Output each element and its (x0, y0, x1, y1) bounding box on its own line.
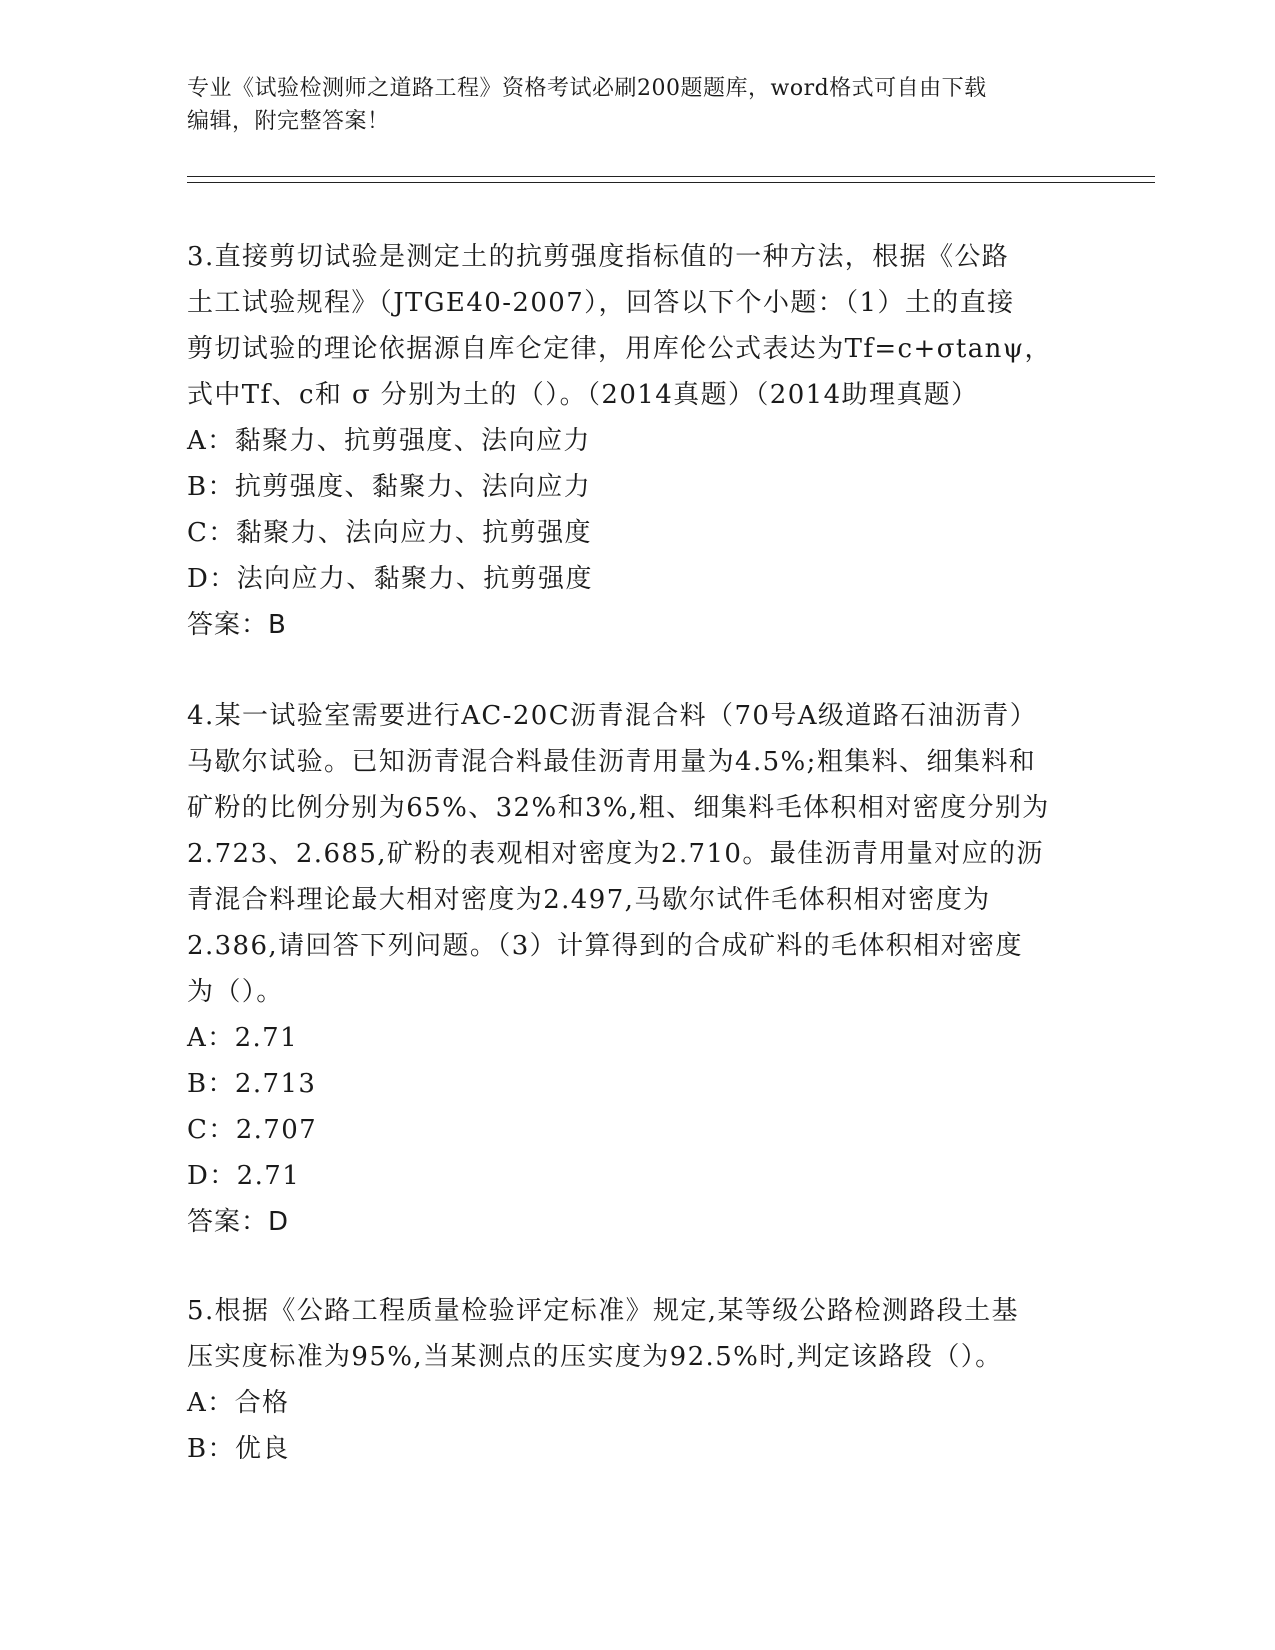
question-stem-line: 5.根据《公路工程质量检验评定标准》规定,某等级公路检测路段土基 (187, 1296, 1019, 1326)
question-stem-line: 青混合料理论最大相对密度为2.497,马歇尔试件毛体积相对密度为 (187, 885, 991, 915)
question-4 (187, 693, 1087, 1245)
header-title-line-1: 专业《试验检测师之道路工程》资格考试必刷200题题库，word格式可自由下载 (187, 76, 987, 101)
question-stem-line: 剪切试验的理论依据源自库仑定律，用库伦公式表达为Tf=c+σtanψ， (187, 334, 1052, 364)
question-5 (187, 1288, 1087, 1472)
option-b: B：抗剪强度、黏聚力、法向应力 (187, 472, 592, 502)
document-header (187, 72, 1087, 138)
question-stem-line: 土工试验规程》（JTGE40-2007），回答以下个小题：（1）土的直接 (187, 288, 1015, 318)
question-stem-line: 4.某一试验室需要进行AC-20C沥青混合料（70号A级道路石油沥青） (187, 701, 1038, 731)
option-a: A：黏聚力、抗剪强度、法向应力 (187, 426, 591, 456)
question-stem-line: 矿粉的比例分别为65%、32%和3%,粗、细集料毛体积相对密度分别为 (187, 793, 1050, 823)
question-stem-line: 为（）。 (187, 977, 284, 1007)
option-d: D：法向应力、黏聚力、抗剪强度 (187, 564, 593, 594)
question-stem-line: 马歇尔试验。已知沥青混合料最佳沥青用量为4.5%;粗集料、细集料和 (187, 747, 1037, 777)
option-c: C：2.707 (187, 1115, 318, 1145)
question-3 (187, 234, 1087, 648)
question-stem-line: 2.386,请回答下列问题。（3）计算得到的合成矿料的毛体积相对密度 (187, 931, 1023, 961)
option-a: A：合格 (187, 1388, 290, 1418)
option-a: A：2.71 (187, 1023, 299, 1053)
option-d: D：2.71 (187, 1161, 301, 1191)
question-stem-line: 式中Tf、c和 σ 分别为土的（）。（2014真题）（2014助理真题） (187, 380, 979, 410)
option-b: B：优良 (187, 1434, 290, 1464)
answer-line: 答案：B (187, 610, 287, 640)
option-b: B：2.713 (187, 1069, 317, 1099)
question-stem-line: 3.直接剪切试验是测定土的抗剪强度指标值的一种方法，根据《公路 (187, 242, 1010, 272)
question-stem-line: 压实度标准为95%,当某测点的压实度为92.5%时,判定该路段（）。 (187, 1342, 1003, 1372)
answer-line: 答案：D (187, 1207, 290, 1237)
option-c: C：黏聚力、法向应力、抗剪强度 (187, 518, 592, 548)
header-title-line-2: 编辑，附完整答案！ (187, 109, 390, 134)
header-divider-bottom (187, 182, 1155, 183)
header-divider-top (187, 176, 1155, 177)
question-stem-line: 2.723、2.685,矿粉的表观相对密度为2.710。最佳沥青用量对应的沥 (187, 839, 1044, 869)
